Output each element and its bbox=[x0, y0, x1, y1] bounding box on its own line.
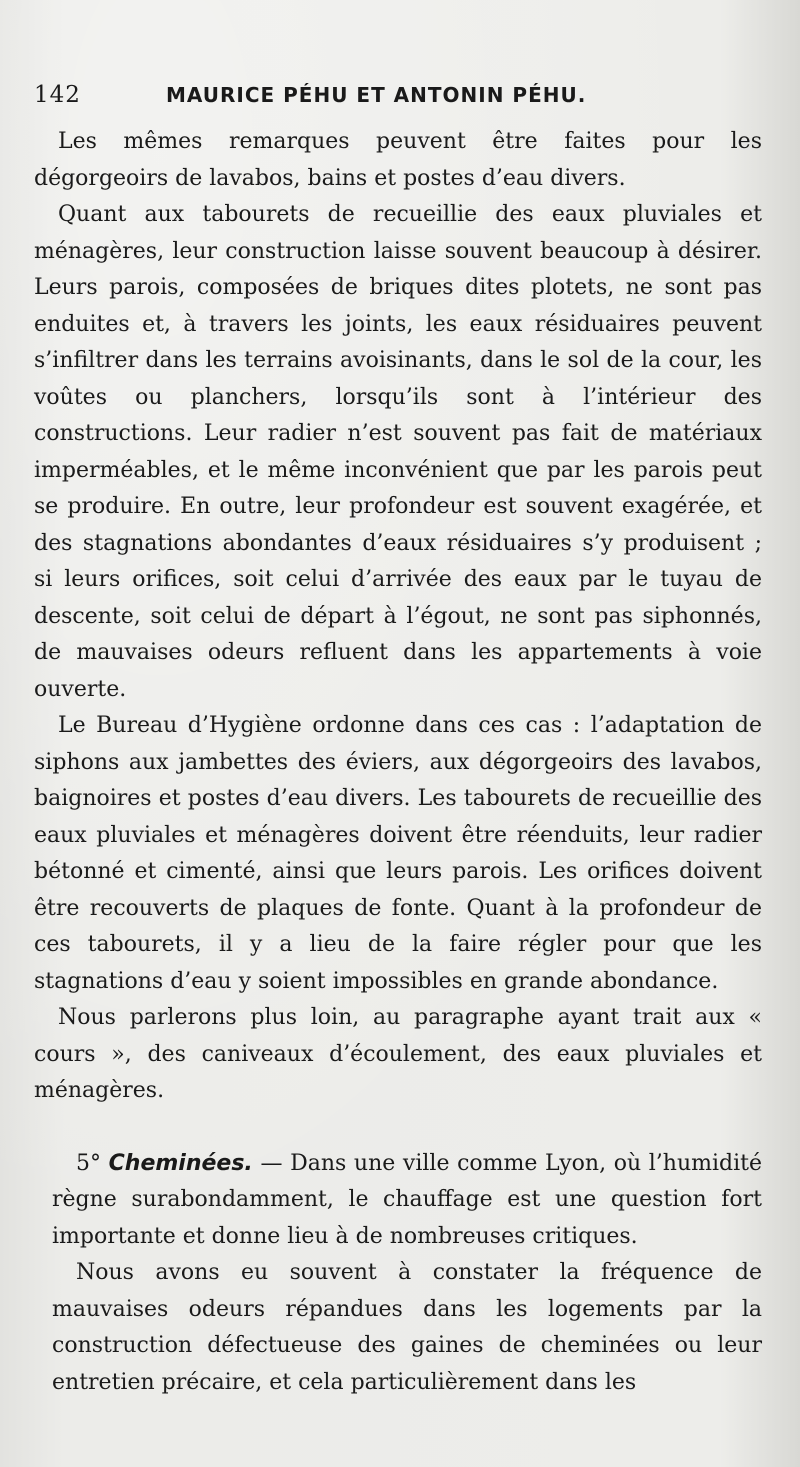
page-header bbox=[34, 82, 762, 116]
section-cheminees bbox=[34, 1146, 762, 1402]
running-head: MAURICE PÉHU ET ANTONIN PÉHU. bbox=[166, 83, 587, 107]
paragraph: Nous avons eu souvent à constater la fréquence de mauvaises odeurs répandues dans les logements par la construction défectueuse des gaines de cheminées ou leur entretien précaire, et cela particulièrement dans les bbox=[52, 1260, 762, 1395]
section-gap bbox=[34, 1110, 762, 1146]
section-dash: — bbox=[260, 1150, 283, 1176]
section-lead-paragraph bbox=[34, 1146, 762, 1256]
paragraph: Le Bureau d’Hygiène ordonne dans ces cas : l’adaptation de siphons aux jambettes des éviers, aux dégorgeoirs des lavabos, baignoires et postes d’eau divers. Les tabourets de recueillie des eaux pluviales et ménagères doivent être réenduits, leur radier bétonné et cimenté, ainsi que leurs parois. Les orifices doivent être recouverts de plaques de fonte. Quant à la profondeur de ces tabourets, il y a lieu de la faire régler pour que les stagnations d’eau y soient impossibles en grande abondance. bbox=[34, 713, 762, 994]
section-lead-text: Dans une ville comme Lyon, où l’humidité règne surabondamment, le chauffage est une question fort importante et donne lieu à de nombreuses critiques. bbox=[52, 1150, 763, 1249]
body-text bbox=[34, 124, 762, 1110]
paragraph: Nous parlerons plus loin, au paragraphe ayant trait aux « cours », des caniveaux d’écoulement, des eaux pluviales et ménagères. bbox=[34, 1005, 762, 1103]
section-number: 5° bbox=[76, 1150, 101, 1176]
page-number: 142 bbox=[34, 82, 81, 108]
paragraph: Les mêmes remarques peuvent être faites pour les dégorgeoirs de lavabos, bains et postes d’eau divers. bbox=[34, 129, 762, 191]
section-title: Cheminées. bbox=[108, 1150, 253, 1176]
paragraph: Quant aux tabourets de recueillie des eaux pluviales et ménagères, leur construction laisse souvent beaucoup à désirer. Leurs parois, composées de briques dites plotets, ne sont pas enduites et, à travers les joints, les eaux résiduaires peuvent s’infiltrer dans les terrains avoisinants, dans le sol de la cour, les voûtes ou planchers, lorsqu’ils sont à l’intérieur des constructions. Leur radier n’est souvent pas fait de matériaux imperméables, et le même inconvénient que par les parois peut se produire. En outre, leur profondeur est souvent exagérée, et des stagnations abondantes d’eaux résiduaires s’y produisent ; si leurs orifices, soit celui d’arrivée des eaux par le tuyau de descente, soit celui de départ à l’égout, ne sont pas siphonnés, de mauvaises odeurs refluent dans les appartements à voie ouverte. bbox=[34, 202, 762, 702]
